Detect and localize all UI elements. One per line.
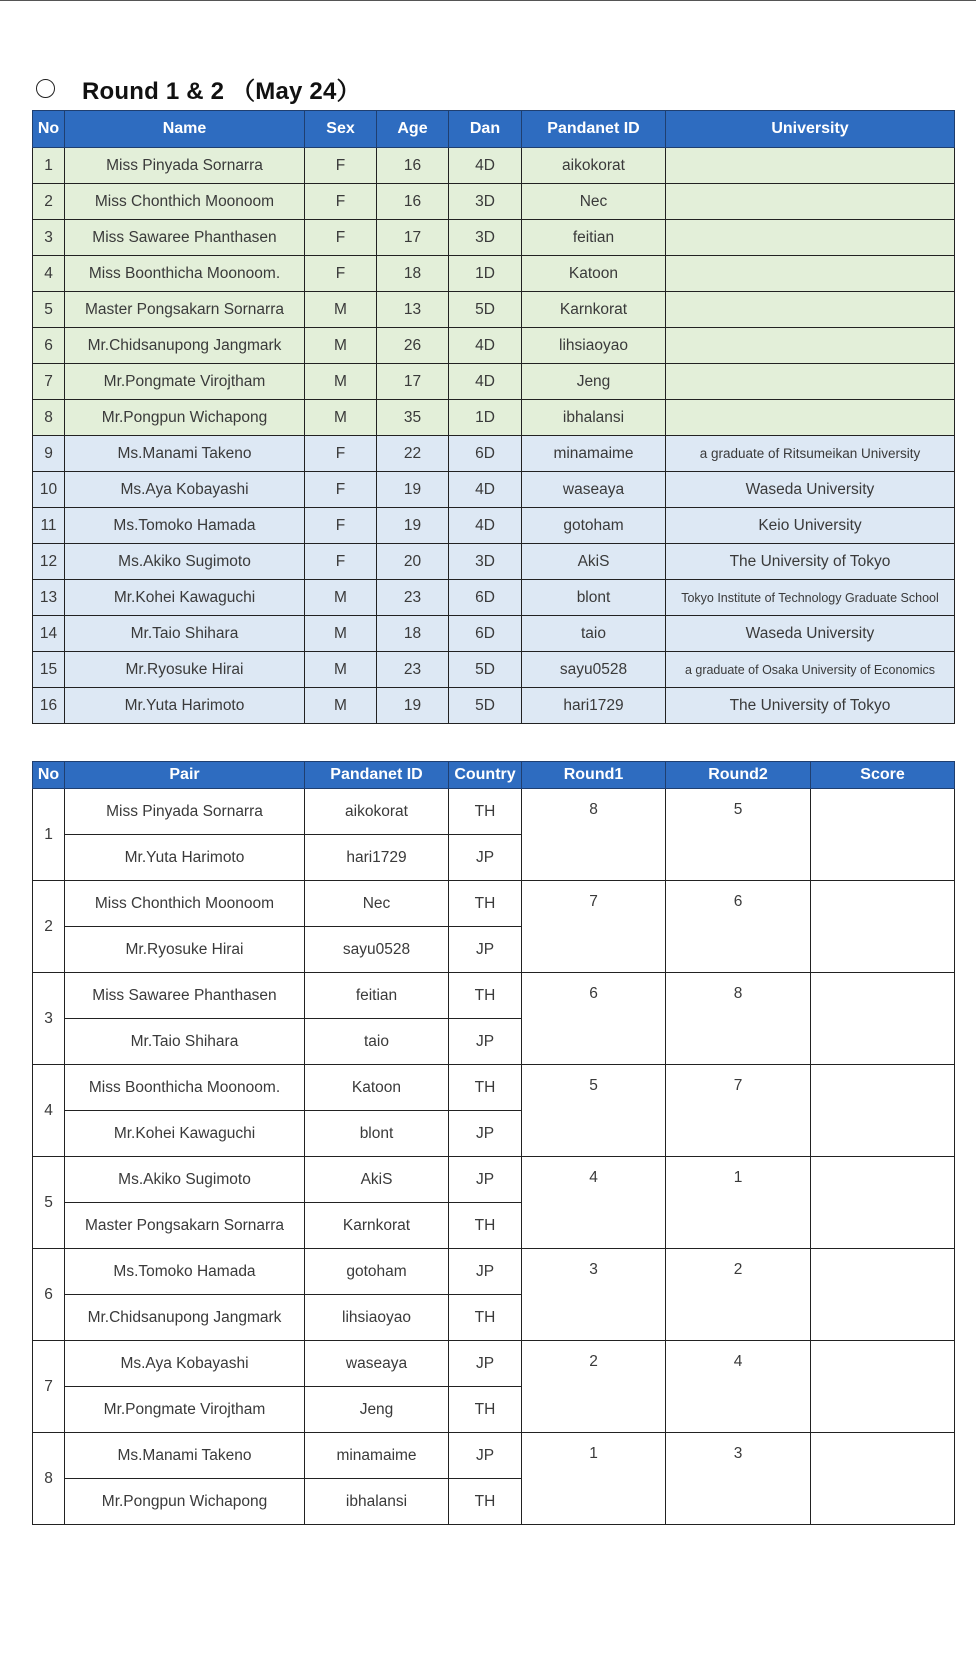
pair-player-name: Mr.Kohei Kawaguchi xyxy=(65,1111,305,1157)
table-row xyxy=(33,256,955,292)
pair-row-top xyxy=(33,973,955,1019)
pair-score xyxy=(811,789,955,881)
table-row xyxy=(33,688,955,724)
pair-row-top xyxy=(33,1157,955,1203)
player-dan: 3D xyxy=(449,184,522,220)
player-dan: 3D xyxy=(449,220,522,256)
player-pandanet-id: ibhalansi xyxy=(522,400,666,436)
pair-player-pandanet-id: aikokorat xyxy=(305,789,449,835)
player-pandanet-id: Karnkorat xyxy=(522,292,666,328)
player-dan: 6D xyxy=(449,580,522,616)
player-no: 16 xyxy=(33,688,65,724)
round2-opponent: 1 xyxy=(666,1157,811,1249)
player-pandanet-id: lihsiaoyao xyxy=(522,328,666,364)
pair-player-name: Miss Pinyada Sornarra xyxy=(65,789,305,835)
pairs-header-row xyxy=(33,762,955,789)
pair-player-name: Mr.Taio Shihara xyxy=(65,1019,305,1065)
player-age: 18 xyxy=(377,616,449,652)
player-dan: 3D xyxy=(449,544,522,580)
player-name: Master Pongsakarn Sornarra xyxy=(65,292,305,328)
pair-score xyxy=(811,1249,955,1341)
pair-player-name: Miss Chonthich Moonoom xyxy=(65,881,305,927)
player-university xyxy=(666,400,955,436)
player-pandanet-id: Nec xyxy=(522,184,666,220)
pair-player-name: Mr.Chidsanupong Jangmark xyxy=(65,1295,305,1341)
player-age: 17 xyxy=(377,220,449,256)
player-university xyxy=(666,328,955,364)
section-heading xyxy=(36,68,361,108)
header-university: University xyxy=(666,111,955,148)
player-sex: F xyxy=(305,148,377,184)
round2-opponent: 4 xyxy=(666,1341,811,1433)
player-no: 14 xyxy=(33,616,65,652)
player-no: 7 xyxy=(33,364,65,400)
pair-no: 6 xyxy=(33,1249,65,1341)
player-sex: F xyxy=(305,436,377,472)
player-sex: M xyxy=(305,400,377,436)
pair-player-country: JP xyxy=(449,1019,522,1065)
player-age: 19 xyxy=(377,472,449,508)
player-name: Ms.Aya Kobayashi xyxy=(65,472,305,508)
player-pandanet-id: Jeng xyxy=(522,364,666,400)
table-row xyxy=(33,292,955,328)
header-pandanet-id: Pandanet ID xyxy=(522,111,666,148)
player-name: Ms.Manami Takeno xyxy=(65,436,305,472)
pair-player-name: Master Pongsakarn Sornarra xyxy=(65,1203,305,1249)
pair-player-country: TH xyxy=(449,1295,522,1341)
player-age: 22 xyxy=(377,436,449,472)
player-name: Mr.Ryosuke Hirai xyxy=(65,652,305,688)
round1-opponent: 8 xyxy=(522,789,666,881)
pair-player-pandanet-id: AkiS xyxy=(305,1157,449,1203)
player-university xyxy=(666,220,955,256)
pair-player-country: JP xyxy=(449,927,522,973)
round2-opponent: 5 xyxy=(666,789,811,881)
pair-player-name: Mr.Ryosuke Hirai xyxy=(65,927,305,973)
pair-row-top xyxy=(33,1249,955,1295)
player-dan: 1D xyxy=(449,400,522,436)
player-university: Keio University xyxy=(666,508,955,544)
pair-player-pandanet-id: waseaya xyxy=(305,1341,449,1387)
round1-opponent: 1 xyxy=(522,1433,666,1525)
player-university: Tokyo Institute of Technology Graduate School xyxy=(666,580,955,616)
round1-opponent: 7 xyxy=(522,881,666,973)
pair-player-name: Mr.Pongpun Wichapong xyxy=(65,1479,305,1525)
player-sex: M xyxy=(305,580,377,616)
pair-no: 8 xyxy=(33,1433,65,1525)
player-dan: 5D xyxy=(449,688,522,724)
player-university: The University of Tokyo xyxy=(666,544,955,580)
player-sex: F xyxy=(305,184,377,220)
player-name: Ms.Tomoko Hamada xyxy=(65,508,305,544)
player-no: 6 xyxy=(33,328,65,364)
pair-score xyxy=(811,881,955,973)
player-no: 3 xyxy=(33,220,65,256)
player-name: Miss Chonthich Moonoom xyxy=(65,184,305,220)
player-sex: M xyxy=(305,652,377,688)
pair-player-name: Ms.Aya Kobayashi xyxy=(65,1341,305,1387)
player-age: 17 xyxy=(377,364,449,400)
header-country: Country xyxy=(449,762,522,789)
player-university xyxy=(666,292,955,328)
pair-player-pandanet-id: Jeng xyxy=(305,1387,449,1433)
player-pandanet-id: feitian xyxy=(522,220,666,256)
header-age: Age xyxy=(377,111,449,148)
player-dan: 4D xyxy=(449,364,522,400)
table-row xyxy=(33,472,955,508)
player-name: Mr.Kohei Kawaguchi xyxy=(65,580,305,616)
player-name: Miss Sawaree Phanthasen xyxy=(65,220,305,256)
round1-opponent: 2 xyxy=(522,1341,666,1433)
pair-player-pandanet-id: Nec xyxy=(305,881,449,927)
pair-row-top xyxy=(33,1433,955,1479)
table-row xyxy=(33,364,955,400)
player-dan: 6D xyxy=(449,436,522,472)
player-no: 12 xyxy=(33,544,65,580)
circle-bullet-icon xyxy=(36,79,55,98)
player-university: a graduate of Ritsumeikan University xyxy=(666,436,955,472)
player-pandanet-id: minamaime xyxy=(522,436,666,472)
pairs-table xyxy=(32,761,955,1525)
player-dan: 1D xyxy=(449,256,522,292)
player-university xyxy=(666,148,955,184)
player-university: The University of Tokyo xyxy=(666,688,955,724)
pair-player-country: TH xyxy=(449,881,522,927)
player-university xyxy=(666,184,955,220)
round2-opponent: 6 xyxy=(666,881,811,973)
pair-player-name: Miss Sawaree Phanthasen xyxy=(65,973,305,1019)
table-row xyxy=(33,148,955,184)
player-university: Waseda University xyxy=(666,472,955,508)
pair-no: 1 xyxy=(33,789,65,881)
player-age: 23 xyxy=(377,652,449,688)
header-sex: Sex xyxy=(305,111,377,148)
round1-opponent: 3 xyxy=(522,1249,666,1341)
pair-row-top xyxy=(33,1341,955,1387)
player-sex: F xyxy=(305,544,377,580)
pair-player-pandanet-id: gotoham xyxy=(305,1249,449,1295)
header-no: No xyxy=(33,762,65,789)
pair-player-country: TH xyxy=(449,1479,522,1525)
player-age: 26 xyxy=(377,328,449,364)
player-university: Waseda University xyxy=(666,616,955,652)
table-row xyxy=(33,508,955,544)
roster-table xyxy=(32,110,955,724)
player-pandanet-id: taio xyxy=(522,616,666,652)
round2-opponent: 3 xyxy=(666,1433,811,1525)
player-dan: 5D xyxy=(449,652,522,688)
pair-player-country: JP xyxy=(449,1111,522,1157)
player-sex: F xyxy=(305,220,377,256)
pair-player-country: TH xyxy=(449,1387,522,1433)
player-dan: 4D xyxy=(449,328,522,364)
player-age: 19 xyxy=(377,688,449,724)
pair-player-pandanet-id: blont xyxy=(305,1111,449,1157)
player-name: Miss Boonthicha Moonoom. xyxy=(65,256,305,292)
table-row xyxy=(33,544,955,580)
player-sex: M xyxy=(305,616,377,652)
player-pandanet-id: hari1729 xyxy=(522,688,666,724)
player-name: Mr.Pongmate Virojtham xyxy=(65,364,305,400)
header-score: Score xyxy=(811,762,955,789)
player-dan: 4D xyxy=(449,148,522,184)
player-name: Mr.Chidsanupong Jangmark xyxy=(65,328,305,364)
player-pandanet-id: sayu0528 xyxy=(522,652,666,688)
player-sex: M xyxy=(305,292,377,328)
player-name: Ms.Akiko Sugimoto xyxy=(65,544,305,580)
table-row xyxy=(33,328,955,364)
player-name: Mr.Pongpun Wichapong xyxy=(65,400,305,436)
player-age: 16 xyxy=(377,184,449,220)
pair-player-country: TH xyxy=(449,1065,522,1111)
table-row xyxy=(33,220,955,256)
player-dan: 4D xyxy=(449,472,522,508)
pair-no: 7 xyxy=(33,1341,65,1433)
player-university xyxy=(666,256,955,292)
player-pandanet-id: blont xyxy=(522,580,666,616)
player-sex: M xyxy=(305,688,377,724)
table-row xyxy=(33,652,955,688)
player-age: 16 xyxy=(377,148,449,184)
player-name: Miss Pinyada Sornarra xyxy=(65,148,305,184)
table-row xyxy=(33,436,955,472)
pair-player-pandanet-id: hari1729 xyxy=(305,835,449,881)
pair-row-top xyxy=(33,1065,955,1111)
player-no: 15 xyxy=(33,652,65,688)
header-name: Name xyxy=(65,111,305,148)
pair-row-top xyxy=(33,789,955,835)
player-no: 10 xyxy=(33,472,65,508)
pair-row-top xyxy=(33,881,955,927)
pair-player-country: TH xyxy=(449,1203,522,1249)
player-pandanet-id: AkiS xyxy=(522,544,666,580)
player-dan: 5D xyxy=(449,292,522,328)
page-title: Round 1 & 2 （May 24） xyxy=(82,77,361,105)
pair-player-pandanet-id: taio xyxy=(305,1019,449,1065)
round1-opponent: 5 xyxy=(522,1065,666,1157)
player-sex: M xyxy=(305,364,377,400)
header-no: No xyxy=(33,111,65,148)
pair-player-pandanet-id: sayu0528 xyxy=(305,927,449,973)
player-pandanet-id: waseaya xyxy=(522,472,666,508)
pair-score xyxy=(811,1433,955,1525)
player-pandanet-id: gotoham xyxy=(522,508,666,544)
pair-no: 2 xyxy=(33,881,65,973)
top-border-line xyxy=(0,0,976,1)
roster-header-row xyxy=(33,111,955,148)
header-pandanet-id: Pandanet ID xyxy=(305,762,449,789)
player-age: 23 xyxy=(377,580,449,616)
pair-player-country: JP xyxy=(449,835,522,881)
player-no: 11 xyxy=(33,508,65,544)
header-round2: Round2 xyxy=(666,762,811,789)
table-row xyxy=(33,400,955,436)
round1-opponent: 6 xyxy=(522,973,666,1065)
player-sex: F xyxy=(305,256,377,292)
round2-opponent: 2 xyxy=(666,1249,811,1341)
pair-score xyxy=(811,1065,955,1157)
pair-no: 4 xyxy=(33,1065,65,1157)
player-name: Mr.Taio Shihara xyxy=(65,616,305,652)
pair-player-country: JP xyxy=(449,1157,522,1203)
round2-opponent: 7 xyxy=(666,1065,811,1157)
player-no: 9 xyxy=(33,436,65,472)
pair-player-pandanet-id: Karnkorat xyxy=(305,1203,449,1249)
player-sex: M xyxy=(305,328,377,364)
pair-no: 3 xyxy=(33,973,65,1065)
player-no: 4 xyxy=(33,256,65,292)
pair-player-name: Mr.Pongmate Virojtham xyxy=(65,1387,305,1433)
pair-score xyxy=(811,1341,955,1433)
player-dan: 4D xyxy=(449,508,522,544)
pair-player-name: Miss Boonthicha Moonoom. xyxy=(65,1065,305,1111)
pair-player-country: JP xyxy=(449,1433,522,1479)
player-no: 5 xyxy=(33,292,65,328)
player-age: 13 xyxy=(377,292,449,328)
player-sex: F xyxy=(305,472,377,508)
player-age: 35 xyxy=(377,400,449,436)
player-age: 19 xyxy=(377,508,449,544)
pair-player-pandanet-id: ibhalansi xyxy=(305,1479,449,1525)
player-age: 20 xyxy=(377,544,449,580)
player-dan: 6D xyxy=(449,616,522,652)
pair-player-pandanet-id: minamaime xyxy=(305,1433,449,1479)
player-no: 1 xyxy=(33,148,65,184)
pair-score xyxy=(811,973,955,1065)
pair-score xyxy=(811,1157,955,1249)
header-round1: Round1 xyxy=(522,762,666,789)
pair-player-country: TH xyxy=(449,789,522,835)
round1-opponent: 4 xyxy=(522,1157,666,1249)
table-row xyxy=(33,184,955,220)
header-dan: Dan xyxy=(449,111,522,148)
pair-player-name: Ms.Manami Takeno xyxy=(65,1433,305,1479)
player-no: 8 xyxy=(33,400,65,436)
pair-player-country: TH xyxy=(449,973,522,1019)
pair-player-name: Mr.Yuta Harimoto xyxy=(65,835,305,881)
pair-player-country: JP xyxy=(449,1341,522,1387)
player-no: 13 xyxy=(33,580,65,616)
pair-player-name: Ms.Tomoko Hamada xyxy=(65,1249,305,1295)
pair-player-pandanet-id: lihsiaoyao xyxy=(305,1295,449,1341)
round2-opponent: 8 xyxy=(666,973,811,1065)
pair-player-name: Ms.Akiko Sugimoto xyxy=(65,1157,305,1203)
player-age: 18 xyxy=(377,256,449,292)
player-pandanet-id: aikokorat xyxy=(522,148,666,184)
table-row xyxy=(33,616,955,652)
header-pair: Pair xyxy=(65,762,305,789)
pair-no: 5 xyxy=(33,1157,65,1249)
pair-player-country: JP xyxy=(449,1249,522,1295)
player-name: Mr.Yuta Harimoto xyxy=(65,688,305,724)
player-university xyxy=(666,364,955,400)
table-row xyxy=(33,580,955,616)
pair-player-pandanet-id: feitian xyxy=(305,973,449,1019)
player-no: 2 xyxy=(33,184,65,220)
pair-player-pandanet-id: Katoon xyxy=(305,1065,449,1111)
player-sex: F xyxy=(305,508,377,544)
player-pandanet-id: Katoon xyxy=(522,256,666,292)
player-university: a graduate of Osaka University of Economics xyxy=(666,652,955,688)
